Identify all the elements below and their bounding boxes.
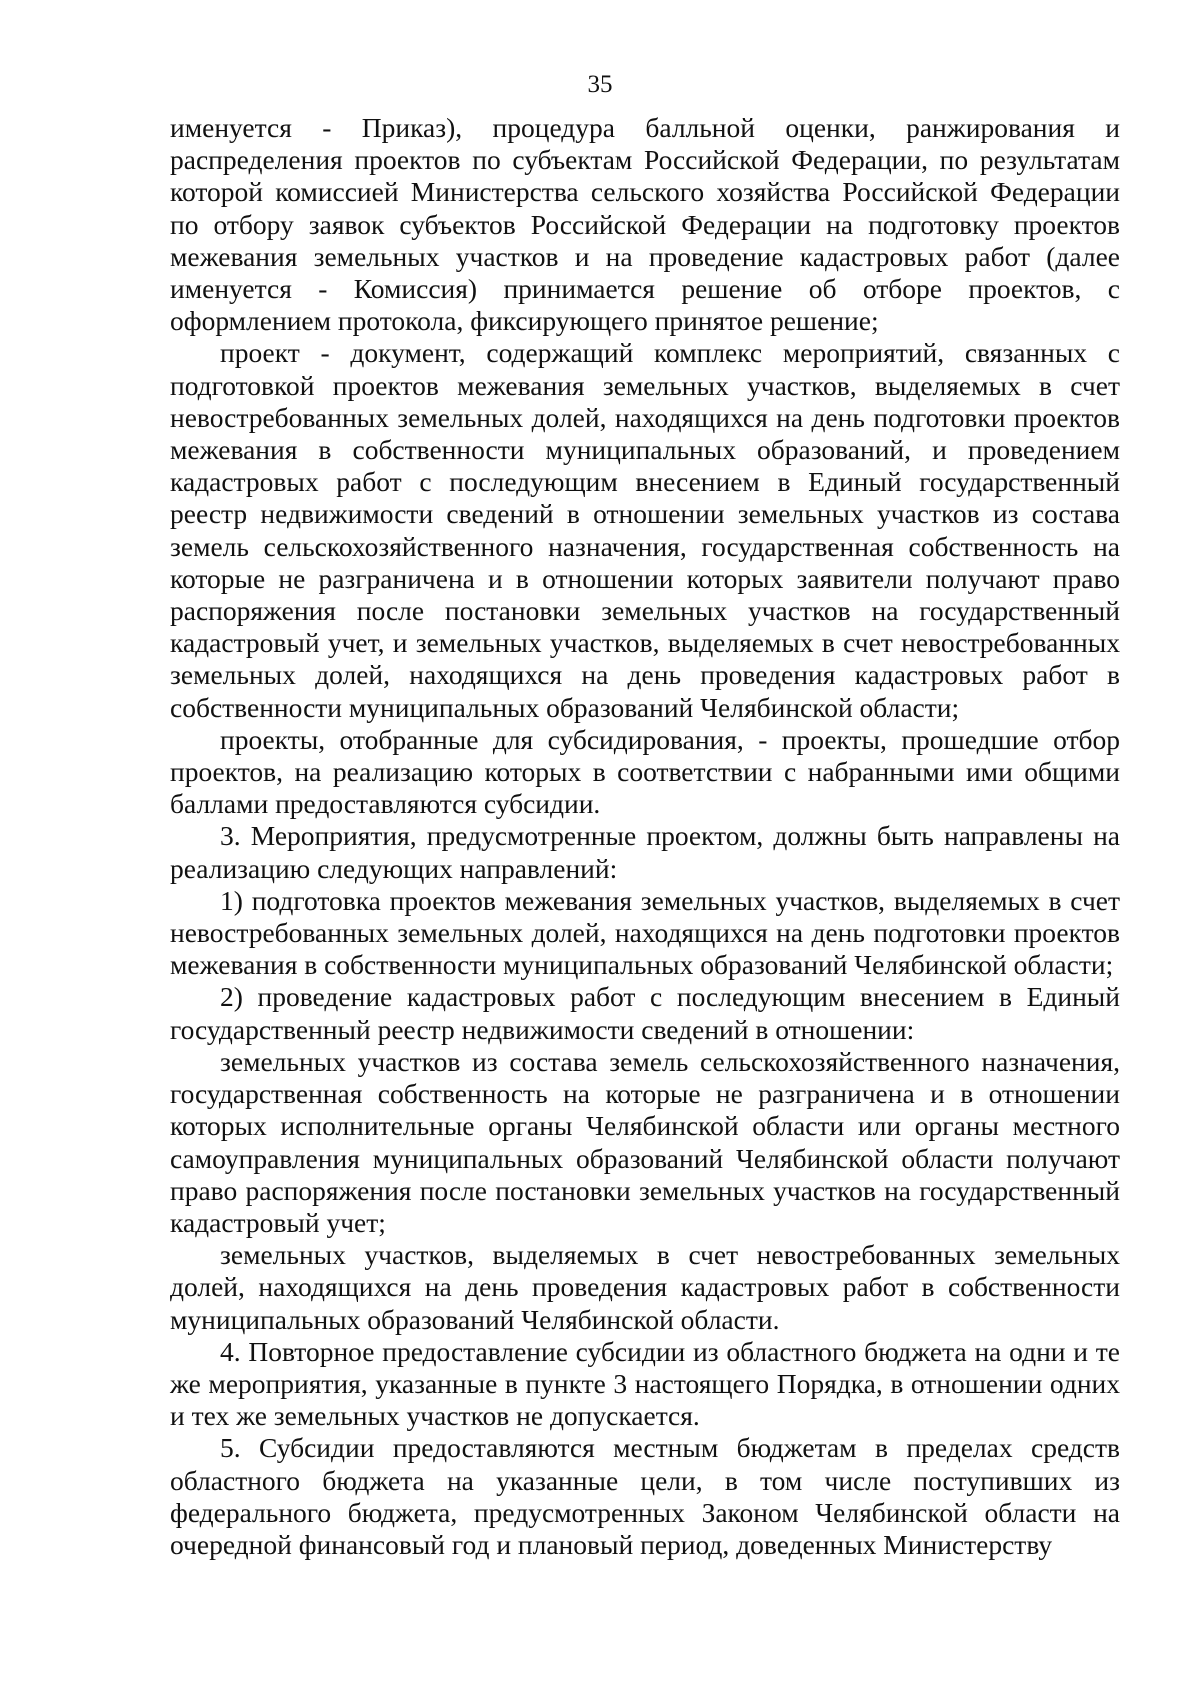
paragraph-definition-selected-projects: проекты, отобранные для субсидирования, - проекты, прошедшие отбор проектов, на реализацию которых в соответствии с набранными ими общими баллами предоставляются субсидии.	[170, 723, 1120, 820]
paragraph-item-4: 4. Повторное предоставление субсидии из областного бюджета на одни и те же мероприятия, указанные в пункте 3 настоящего Порядка, в отношении одних и тех же земельных участков не допускается.	[170, 1335, 1120, 1432]
page-number: 35	[587, 71, 613, 98]
paragraph-subitem-1: 1) подготовка проектов межевания земельных участков, выделяемых в счет невостребованных земельных долей, находящихся на день подготовки проектов межевания в собственности муниципальных образований Челябинской области;	[170, 884, 1120, 981]
paragraph-definition-procedure: именуется - Приказ), процедура балльной оценки, ранжирования и распределения проектов по субъектам Российской Федерации, по результатам которой комиссией Министерства сельского хозяйства Российской Федерации по отбору заявок субъектов Российской Федерации на подготовку проектов межевания земельных участков и на проведение кадастровых работ (далее именуется - Комиссия) принимается решение об отборе проектов, с оформлением протокола, фиксирующего принятое решение;	[170, 112, 1120, 337]
paragraph-subitem-2: 2) проведение кадастровых работ с последующим внесением в Единый государственный реестр недвижимости сведений в отношении:	[170, 981, 1120, 1045]
paragraph-item-5: 5. Субсидии предоставляются местным бюджетам в пределах средств областного бюджета на указанные цели, в том числе поступивших из федерального бюджета, предусмотренных Законом Челябинской области на очередной финансовый год и плановый период, доведенных Министерству	[170, 1432, 1120, 1560]
paragraph-item-3: 3. Мероприятия, предусмотренные проектом, должны быть направлены на реализацию следующих направлений:	[170, 820, 1120, 884]
paragraph-definition-project: проект - документ, содержащий комплекс мероприятий, связанных с подготовкой проектов межевания земельных участков, выделяемых в счет невостребованных земельных долей, находящихся на день подготовки проектов межевания в собственности муниципальных образований, и проведением кадастровых работ с последующим внесением в Единый государственный реестр недвижимости сведений в отношении земельных участков из состава земель сельскохозяйственного назначения, государственная собственность на которые не разграничена и в отношении которых заявители получают право распоряжения после постановки земельных участков на государственный кадастровый учет, и земельных участков, выделяемых в счет невостребованных земельных долей, находящихся на день проведения кадастровых работ в собственности муниципальных образований Челябинской области;	[170, 337, 1120, 723]
document-body	[170, 112, 1120, 1561]
paragraph-subitem-2-land-plots-b: земельных участков, выделяемых в счет невостребованных земельных долей, находящихся на день проведения кадастровых работ в собственности муниципальных образований Челябинской области.	[170, 1239, 1120, 1335]
paragraph-subitem-2-land-plots-a: земельных участков из состава земель сельскохозяйственного назначения, государственная собственность на которые не разграничена и в отношении которых исполнительные органы Челябинской области или органы местного самоуправления муниципальных образований Челябинской области получают право распоряжения после постановки земельных участков на государственный кадастровый учет;	[170, 1045, 1120, 1238]
